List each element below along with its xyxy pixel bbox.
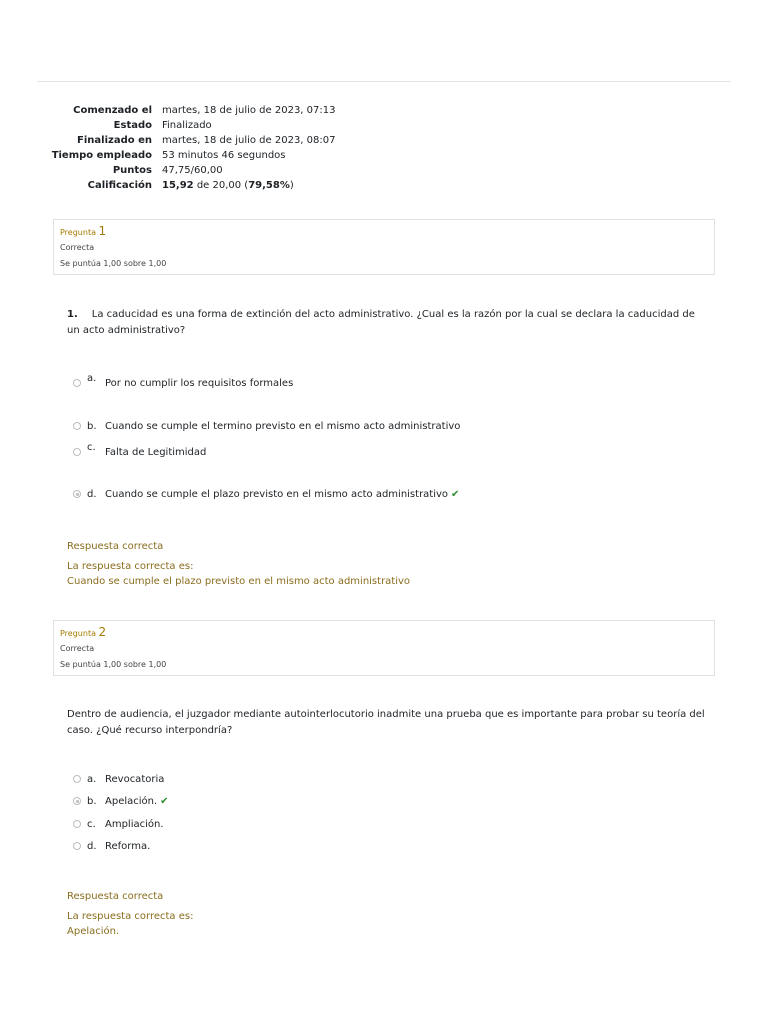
- question-text: [67, 307, 707, 339]
- summary-grade-value: [157, 178, 440, 193]
- option-letter: a.: [87, 373, 97, 384]
- feedback-status: Respuesta correcta: [67, 541, 164, 552]
- question-number: 1: [98, 224, 107, 238]
- attempt-summary-table: [40, 103, 440, 193]
- answer-option-d[interactable]: [73, 488, 459, 502]
- summary-row-finished: [40, 133, 440, 148]
- summary-row-points: [40, 163, 440, 178]
- answer-option-b[interactable]: [73, 795, 169, 809]
- answer-option-a[interactable]: [73, 773, 164, 787]
- option-letter: c.: [87, 819, 96, 830]
- summary-label: Finalizado en: [77, 135, 152, 146]
- radio-button[interactable]: [73, 379, 81, 387]
- summary-row-started: [40, 103, 440, 118]
- option-letter: a.: [87, 774, 97, 785]
- radio-button-selected[interactable]: [73, 490, 81, 498]
- summary-label: Comenzado el: [73, 105, 152, 116]
- answer-option-a[interactable]: [73, 373, 294, 391]
- top-divider: [37, 81, 731, 82]
- option-letter: d.: [87, 841, 97, 852]
- summary-value: 47,75/60,00: [162, 165, 223, 176]
- summary-label: Estado: [113, 120, 152, 131]
- feedback-intro: La respuesta correcta es:: [67, 911, 194, 922]
- option-text: Revocatoria: [105, 774, 165, 785]
- answer-option-c[interactable]: [73, 442, 207, 460]
- feedback-intro: La respuesta correcta es:: [67, 561, 194, 572]
- question-info-box: [53, 219, 715, 275]
- summary-value: Finalizado: [162, 120, 212, 131]
- answer-option-d[interactable]: [73, 840, 150, 854]
- option-text: Cuando se cumple el termino previsto en el mismo acto administrativo: [105, 421, 461, 432]
- radio-button[interactable]: [73, 820, 81, 828]
- summary-row-grade: [40, 178, 440, 193]
- question-number-label: [60, 625, 708, 641]
- question-state: Correcta: [60, 644, 95, 653]
- answer-option-c[interactable]: [73, 818, 164, 832]
- question-grade: Se puntúa 1,00 sobre 1,00: [60, 259, 167, 268]
- option-text: Por no cumplir los requisitos formales: [105, 378, 294, 389]
- summary-row-state: [40, 118, 440, 133]
- question-grade: Se puntúa 1,00 sobre 1,00: [60, 660, 167, 669]
- feedback-status: Respuesta correcta: [67, 891, 164, 902]
- summary-label: Puntos: [112, 165, 152, 176]
- option-letter: b.: [87, 796, 97, 807]
- correct-check-icon: ✔: [451, 489, 460, 500]
- question-label: Pregunta: [60, 228, 96, 237]
- question-label: Pregunta: [60, 629, 96, 638]
- question-number-label: [60, 224, 708, 240]
- radio-button-selected[interactable]: [73, 797, 81, 805]
- feedback-correct-answer: Cuando se cumple el plazo previsto en el mismo acto administrativo: [67, 576, 411, 587]
- grade-close: ): [289, 180, 294, 191]
- feedback-correct-answer: Apelación.: [67, 926, 120, 937]
- summary-value: martes, 18 de julio de 2023, 08:07: [162, 135, 336, 146]
- question-text-body: La caducidad es una forma de extinción del acto administrativo. ¿Cual es la razón por la cual se declara la caducidad de un acto administrativo?: [67, 309, 695, 336]
- option-letter: b.: [87, 421, 97, 432]
- grade-of: de 20,00 (: [193, 180, 249, 191]
- grade-score: 15,92: [162, 180, 194, 191]
- summary-value: 53 minutos 46 segundos: [162, 150, 286, 161]
- option-letter: d.: [87, 489, 97, 500]
- option-text: Cuando se cumple el plazo previsto en el mismo acto administrativo: [105, 489, 449, 500]
- summary-value: martes, 18 de julio de 2023, 07:13: [162, 105, 336, 116]
- grade-percent: 79,58%: [248, 180, 290, 191]
- question-state: Correcta: [60, 243, 95, 252]
- summary-label: Tiempo empleado: [51, 150, 152, 161]
- answer-option-b[interactable]: [73, 420, 460, 434]
- option-letter: c.: [87, 442, 96, 453]
- radio-button[interactable]: [73, 842, 81, 850]
- radio-button[interactable]: [73, 448, 81, 456]
- option-text: Ampliación.: [105, 819, 164, 830]
- option-text: Falta de Legitimidad: [105, 447, 207, 458]
- radio-button[interactable]: [73, 422, 81, 430]
- radio-button[interactable]: [73, 775, 81, 783]
- option-text: Reforma.: [105, 841, 151, 852]
- option-text: Apelación.: [105, 796, 158, 807]
- question-info-box: [53, 620, 715, 676]
- correct-check-icon: ✔: [160, 796, 169, 807]
- question-text-number: 1.: [67, 309, 78, 320]
- summary-label: Calificación: [87, 180, 152, 191]
- summary-row-time-taken: [40, 148, 440, 163]
- question-text: Dentro de audiencia, el juzgador mediante autointerlocutorio inadmite una prueba que es importante para probar su teoría del caso. ¿Qué recurso interpondría?: [67, 709, 705, 736]
- question-number: 2: [98, 625, 107, 639]
